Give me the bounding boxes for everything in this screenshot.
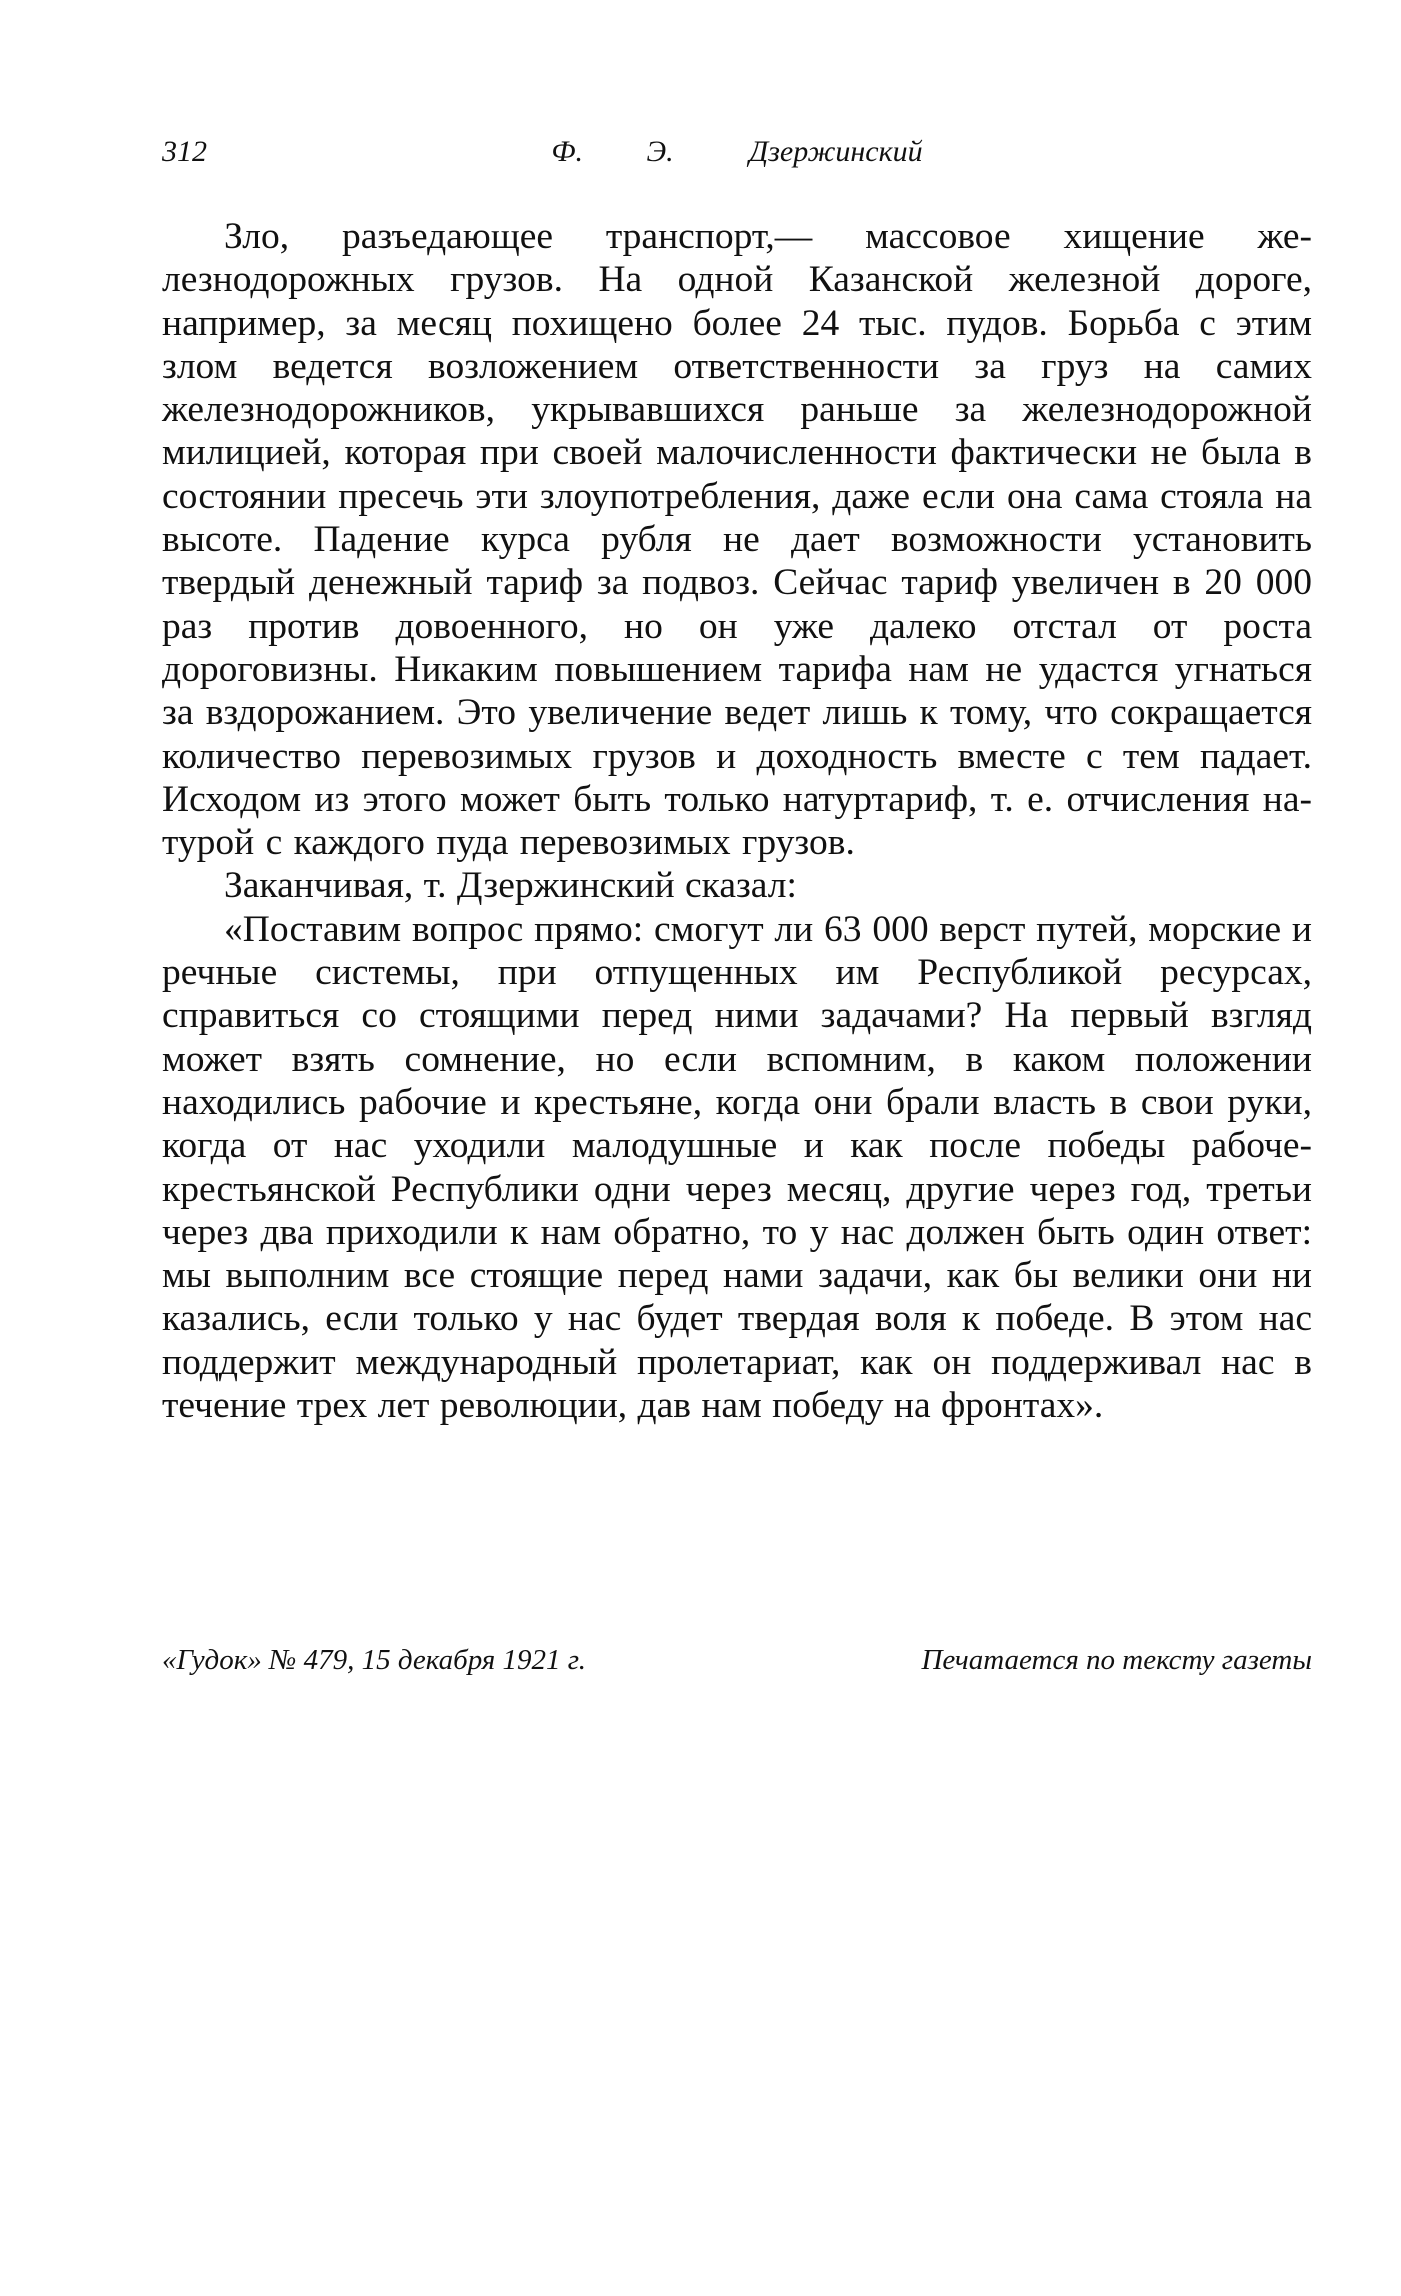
body-text (162, 215, 1312, 1427)
page-number: 312 (162, 135, 207, 168)
author-initial-first: Ф. (551, 135, 583, 168)
source-citation: «Гудок» № 479, 15 декабря 1921 г. (162, 1644, 586, 1676)
paragraph-conclusion-intro: Заканчивая, т. Дзержинский сказал: (224, 865, 797, 907)
print-note: Печатается по тексту газеты (921, 1644, 1312, 1676)
author-initial-second: Э. (646, 135, 674, 168)
page-header (162, 128, 1312, 176)
paragraph-quote: «Поставим вопрос прямо: смогут ли 63 000 верст путей, морские и речные системы, при отпущенных им Республикой ресурсах, справиться со стоящими перед ними задачами? На первый взгляд может взять сомнение, но если вспомним, в каком положении находились рабочие и крестьяне, когда они брали власть в свои руки, когда от нас уходили малодушные и как после победы рабоче-крестьянской Республики одни через месяц, другие через год, третьи через два приходили к нам обратно, то у нас должен быть один ответ: мы выполним все стоящие перед нами задачи, как бы велики они ни казались, если только у нас будет твердая воля к победе. В этом нас поддержит международный пролетариат, как он поддерживал нас в течение трех лет революции, дав нам победу на фронтах». (162, 908, 1312, 1427)
author-surname: Дзержинский (749, 135, 923, 168)
running-head (162, 128, 1312, 176)
source-line (162, 1638, 1312, 1682)
paragraph-transport-theft: Зло, разъедающее транспорт,— массовое хищение железнодорожных грузов. На одной Казанской железной дороге, например, за месяц похищено более 24 тыс. пудов. Борьба с этим злом ведется возложением ответственности за груз на самих железнодорожников, укрывавшихся раньше за железнодорожной милицией, которая при своей малочисленности фактически не была в состоянии пресечь эти злоупотребления, даже если она сама стояла на высоте. Падение курса рубля не дает возможности установить твердый денежный тариф за подвоз. Сейчас тариф увеличен в 20 000 раз против довоенного, но он уже далеко отстал от роста дороговизны. Никаким повышением тарифа нам не удастся угнаться за вздорожанием. Это увеличение ведет лишь к тому, что сокращается количество перевозимых грузов и доходность вместе с тем падает. Исходом из этого может быть только натуртариф, т. е. отчисления натурой с каждого пуда перевозимых грузов. (162, 216, 1312, 864)
